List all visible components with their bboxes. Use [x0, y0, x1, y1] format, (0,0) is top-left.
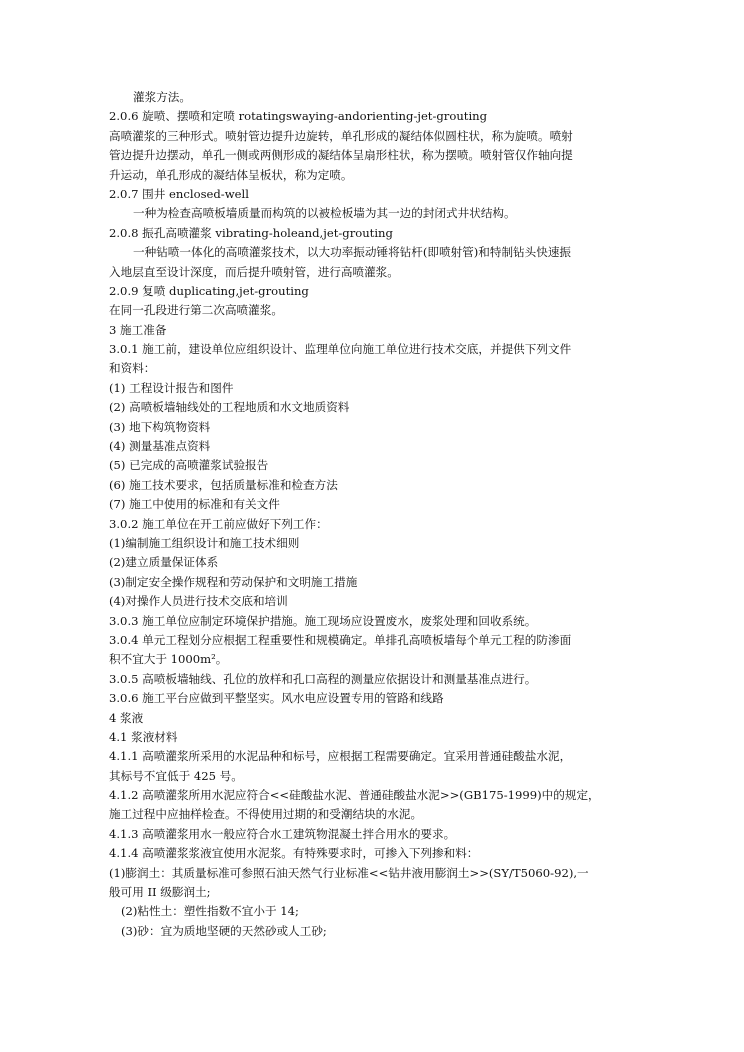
text-line: 在同一孔段进行第二次高喷灌浆。 — [109, 303, 283, 318]
text-line: (4)对操作人员进行技术交底和培训 — [109, 594, 288, 609]
text-line: 3.0.2 施工单位在开工前应做好下列工作： — [109, 516, 328, 531]
text-line: (3)砂：宜为质地坚硬的天然砂或人工砂; — [121, 923, 327, 938]
text-line: (3) 地下构筑物资料 — [109, 419, 211, 434]
text-line: 2.0.7 围井 enclosed-well — [109, 186, 249, 201]
text-line: 灌浆方法。 — [133, 90, 191, 104]
text-line: 3 施工准备 — [109, 322, 167, 337]
text-line: 4.1.1 高喷灌浆所采用的水泥品种和标号，应根据工程需要确定。宜采用普通硅酸盐水泥， — [109, 749, 572, 764]
text-line: 和资料： — [109, 361, 156, 376]
text-line: (1)膨润土：其质量标准可参照石油天然气行业标准<<钻井液用膨润土>>(SY/T5060-92),一 — [109, 865, 589, 880]
document-body — [109, 88, 649, 941]
text-line: (4) 测量基准点资料 — [109, 439, 211, 454]
text-line: (7) 施工中使用的标准和有关文件 — [109, 497, 280, 512]
text-line: 4 浆液 — [109, 710, 144, 725]
text-line: (5) 已完成的高喷灌浆试验报告 — [109, 458, 269, 473]
text-line: 4.1.3 高喷灌浆用水一般应符合水工建筑物混凝土拌合用水的要求。 — [109, 826, 456, 841]
text-line: 施工过程中应抽样检查。不得使用过期的和受潮结块的水泥。 — [109, 807, 423, 822]
text-line: 一种为检查高喷板墙质量而构筑的以被检板墙为其一边的封闭式井状结构。 — [133, 206, 516, 221]
text-line: 3.0.1 施工前，建设单位应组织设计、监理单位向施工单位进行技术交底，并提供下列文件 — [109, 342, 572, 357]
text-line: (2)粘性土：塑性指数不宜小于 14; — [121, 904, 299, 919]
text-line: 3.0.5 高喷板墙轴线、孔位的放样和孔口高程的测量应依据设计和测量基准点进行。 — [109, 671, 537, 686]
text-line: 4.1.2 高喷灌浆所用水泥应符合<<硅酸盐水泥、普通硅酸盐水泥>>(GB175-1999)中的规定， — [109, 788, 600, 803]
text-line: (2)建立质量保证体系 — [109, 555, 219, 570]
text-line: 一种钻喷一体化的高喷灌浆技术，以大功率振动锤将钻杆(即喷射管)和特制钻头快速振 — [133, 245, 572, 260]
text-line: 3.0.3 施工单位应制定环境保护措施。施工现场应设置废水，废浆处理和回收系统。 — [109, 613, 537, 628]
text-line: 般可用 II 级膨润土; — [109, 885, 211, 900]
text-line: 升运动，单孔形成的凝结体呈板状，称为定喷。 — [109, 167, 353, 182]
text-line: 2.0.8 振孔高喷灌浆 vibrating-holeand,jet-grouting — [109, 225, 393, 240]
text-line: (2) 高喷板墙轴线处的工程地质和水文地质资料 — [109, 400, 350, 415]
text-line: 管边提升边摆动，单孔一侧或两侧形成的凝结体呈扇形柱状，称为摆喷。喷射管仅作轴向提 — [109, 148, 573, 163]
text-line: 3.0.6 施工平台应做到平整坚实。风水电应设置专用的管路和线路 — [109, 691, 444, 706]
text-line: 高喷灌浆的三种形式。喷射管边提升边旋转，单孔形成的凝结体似圆柱状，称为旋喷。喷射 — [109, 128, 573, 143]
text-line: (3)制定安全操作规程和劳动保护和文明施工措施 — [109, 574, 358, 589]
text-line: 4.1.4 高喷灌浆浆液宜使用水泥浆。有特殊要求时，可掺入下列掺和料： — [109, 846, 479, 861]
text-line: 入地层直至设计深度，而后提升喷射管，进行高喷灌浆。 — [109, 264, 399, 279]
text-line: (6) 施工技术要求，包括质量标准和检查方法 — [109, 477, 338, 492]
text-line: 3.0.4 单元工程划分应根据工程重要性和规模确定。单排孔高喷板墙每个单元工程的防渗面 — [109, 632, 572, 647]
text-line: 4.1 浆液材料 — [109, 729, 178, 744]
text-line: 其标号不宜低于 425 号。 — [109, 768, 243, 783]
text-line: (1) 工程设计报告和图件 — [109, 380, 234, 395]
text-line: 2.0.6 旋喷、摆喷和定喷 rotatingswaying-andorienting-jet-grouting — [109, 109, 488, 124]
text-line: 2.0.9 复喷 duplicating,jet-grouting — [109, 283, 309, 298]
text-line: (1)编制施工组织设计和施工技术细则 — [109, 535, 300, 550]
text-line: 积不宜大于 1000m²。 — [109, 652, 228, 667]
